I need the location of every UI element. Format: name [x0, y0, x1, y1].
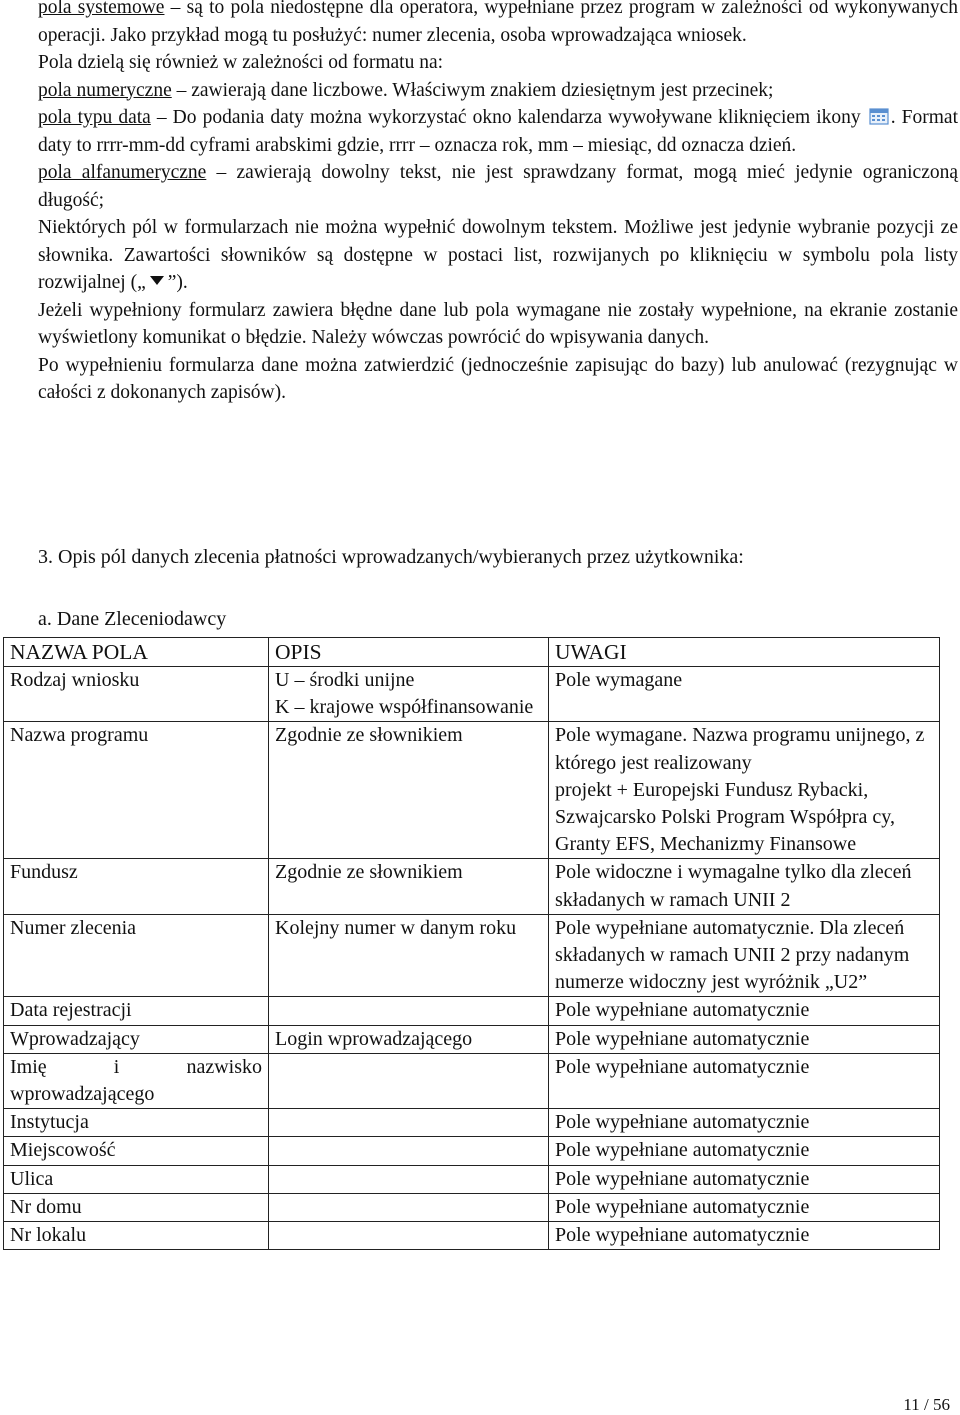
paragraph-pola-systemowe [38, 0, 958, 49]
table-row [4, 722, 940, 859]
field-notes-cell: Pole wypełniane automatycznie [549, 1053, 940, 1108]
field-name-cell: Data rejestracji [4, 997, 269, 1025]
header-nazwa-pola: NAZWA POLA [4, 638, 269, 667]
text-pola-numeryczne: – zawierają dane liczbowe. Właściwym znakiem dziesiętnym jest przecinek; [171, 79, 774, 101]
header-uwagi: UWAGI [549, 638, 940, 667]
header-opis: OPIS [269, 638, 549, 667]
field-notes-cell: Pole wypełniane automatycznie [549, 1222, 940, 1250]
field-description-cell: Zgodnie ze słownikiem [269, 859, 549, 914]
field-notes-cell: Pole wypełniane automatycznie [549, 1137, 940, 1165]
table-row [4, 997, 940, 1025]
field-name-cell: Fundusz [4, 859, 269, 914]
field-description-cell [269, 997, 549, 1025]
table-row [4, 1053, 940, 1108]
field-description-cell: U – środki unijne K – krajowe współfinansowanie [269, 667, 549, 722]
field-name-cell: Ulica [4, 1165, 269, 1193]
fields-table [3, 637, 940, 1250]
calendar-icon [869, 106, 889, 124]
field-name-cell: Miejscowość [4, 1137, 269, 1165]
field-notes-cell: Pole wymagane. Nazwa programu unijnego, z którego jest realizowany projekt + Europejski Fundusz Rybacki, Szwajcarsko Polski Program Współpra cy, Granty EFS, Mechanizmy Finansowe [549, 722, 940, 859]
text-slowniki-1: Niektórych pól w formularzach nie można wypełnić dowolnym tekstem. Możliwe jest jedynie wybranie pozycji ze słownika. Zawartości słowników są dostępne w postaci list, rozwijanych po kliknięciu w symbolu pola listy rozwijalnej („ [38, 217, 958, 293]
paragraph-format-intro: Pola dzielą się również w zależności od formatu na: [38, 52, 444, 73]
term-pola-alfanumeryczne: pola alfanumeryczne [38, 162, 207, 183]
text-pola-data-2: . Format daty to rrrr-mm-dd cyframi arabskimi gdzie, rrrr – oznacza rok, mm – miesiąc, dd oznacza dzień. [38, 107, 958, 156]
paragraph-pola-alfanumeryczne [38, 159, 958, 214]
field-name-cell: Nazwa programu [4, 722, 269, 859]
table-row [4, 1165, 940, 1193]
field-name-cell: Wprowadzający [4, 1025, 269, 1053]
fields-table-body [4, 638, 940, 1250]
paragraph-pola-data [38, 104, 958, 159]
table-row [4, 1025, 940, 1053]
field-notes-cell: Pole widoczne i wymagalne tylko dla zleceń składanych w ramach UNII 2 [549, 859, 940, 914]
field-notes-cell: Pole wymagane [549, 667, 940, 722]
paragraph-zatwierdzanie: Po wypełnieniu formularza dane można zatwierdzić (jednocześnie zapisując do bazy) lub anulować (rezygnując w całości z dokonanych zapisów). [38, 354, 958, 403]
field-name-cell: Numer zlecenia [4, 914, 269, 997]
document-body [38, 0, 958, 407]
table-row [4, 1193, 940, 1221]
field-description-cell [269, 1222, 549, 1250]
section-heading-block [38, 544, 938, 570]
text-pola-data-1: – Do podania daty można wykorzystać okno kalendarza wywoływane kliknięciem ikony [150, 107, 867, 128]
table-row [4, 1109, 940, 1137]
table-row [4, 859, 940, 914]
field-description-cell [269, 1109, 549, 1137]
paragraph-pola-numeryczne [38, 77, 958, 105]
field-name-cell: Nr lokalu [4, 1222, 269, 1250]
field-notes-cell: Pole wypełniane automatycznie [549, 1165, 940, 1193]
text-pola-systemowe: – są to pola niedostępne dla operatora, wypełniane przez program w zależności od wykonywanych operacji. Jako przykład mogą tu posłużyć: numer zlecenia, osoba wprowadzająca wniosek. [38, 0, 958, 46]
field-description-cell [269, 1137, 549, 1165]
table-row [4, 1222, 940, 1250]
text-slowniki-2: ”). [167, 272, 188, 293]
field-description-cell [269, 1053, 549, 1108]
field-notes-cell: Pole wypełniane automatycznie. Dla zleceń składanych w ramach UNII 2 przy nadanym numerze widoczny jest wyróżnik „U2” [549, 914, 940, 997]
field-description-cell [269, 1165, 549, 1193]
table-row [4, 914, 940, 997]
term-pola-data: pola typu data [38, 107, 151, 128]
field-notes-cell: Pole wypełniane automatycznie [549, 1193, 940, 1221]
field-description-cell [269, 1193, 549, 1221]
paragraph-bledy: Jeżeli wypełniony formularz zawiera błędne dane lub pola wymagane nie zostały wypełnione, na ekranie zostanie wyświetlony komunikat o błędzie. Należy wówczas powrócić do wpisywania danych. [38, 299, 958, 348]
field-name-cell: Imię i nazwisko wprowadzającego [4, 1053, 269, 1108]
field-notes-cell: Pole wypełniane automatycznie [549, 1025, 940, 1053]
field-name-cell: Nr domu [4, 1193, 269, 1221]
subsection-heading-block [38, 606, 938, 632]
subsection-title: a. Dane Zleceniodawcy [38, 608, 227, 630]
field-description-cell: Login wprowadzającego [269, 1025, 549, 1053]
field-notes-cell: Pole wypełniane automatycznie [549, 997, 940, 1025]
field-notes-cell: Pole wypełniane automatycznie [549, 1109, 940, 1137]
table-header-row [4, 638, 940, 667]
term-pola-systemowe: pola systemowe [38, 0, 165, 18]
section-title: 3. Opis pól danych zlecenia płatności wprowadzanych/wybieranych przez użytkownika: [38, 546, 744, 568]
page-number: 11 / 56 [903, 1395, 950, 1414]
field-description-cell: Kolejny numer w danym roku [269, 914, 549, 997]
paragraph-slowniki [38, 214, 958, 297]
table-row [4, 1137, 940, 1165]
dropdown-triangle-icon [150, 276, 164, 285]
field-name-cell: Instytucja [4, 1109, 269, 1137]
table-row [4, 667, 940, 722]
field-description-cell: Zgodnie ze słownikiem [269, 722, 549, 859]
term-pola-numeryczne: pola numeryczne [38, 79, 172, 101]
field-name-cell: Rodzaj wniosku [4, 667, 269, 722]
text-pola-alfanumeryczne: – zawierają dowolny tekst, nie jest sprawdzany format, mogą mieć jedynie ograniczoną długość; [38, 162, 959, 211]
